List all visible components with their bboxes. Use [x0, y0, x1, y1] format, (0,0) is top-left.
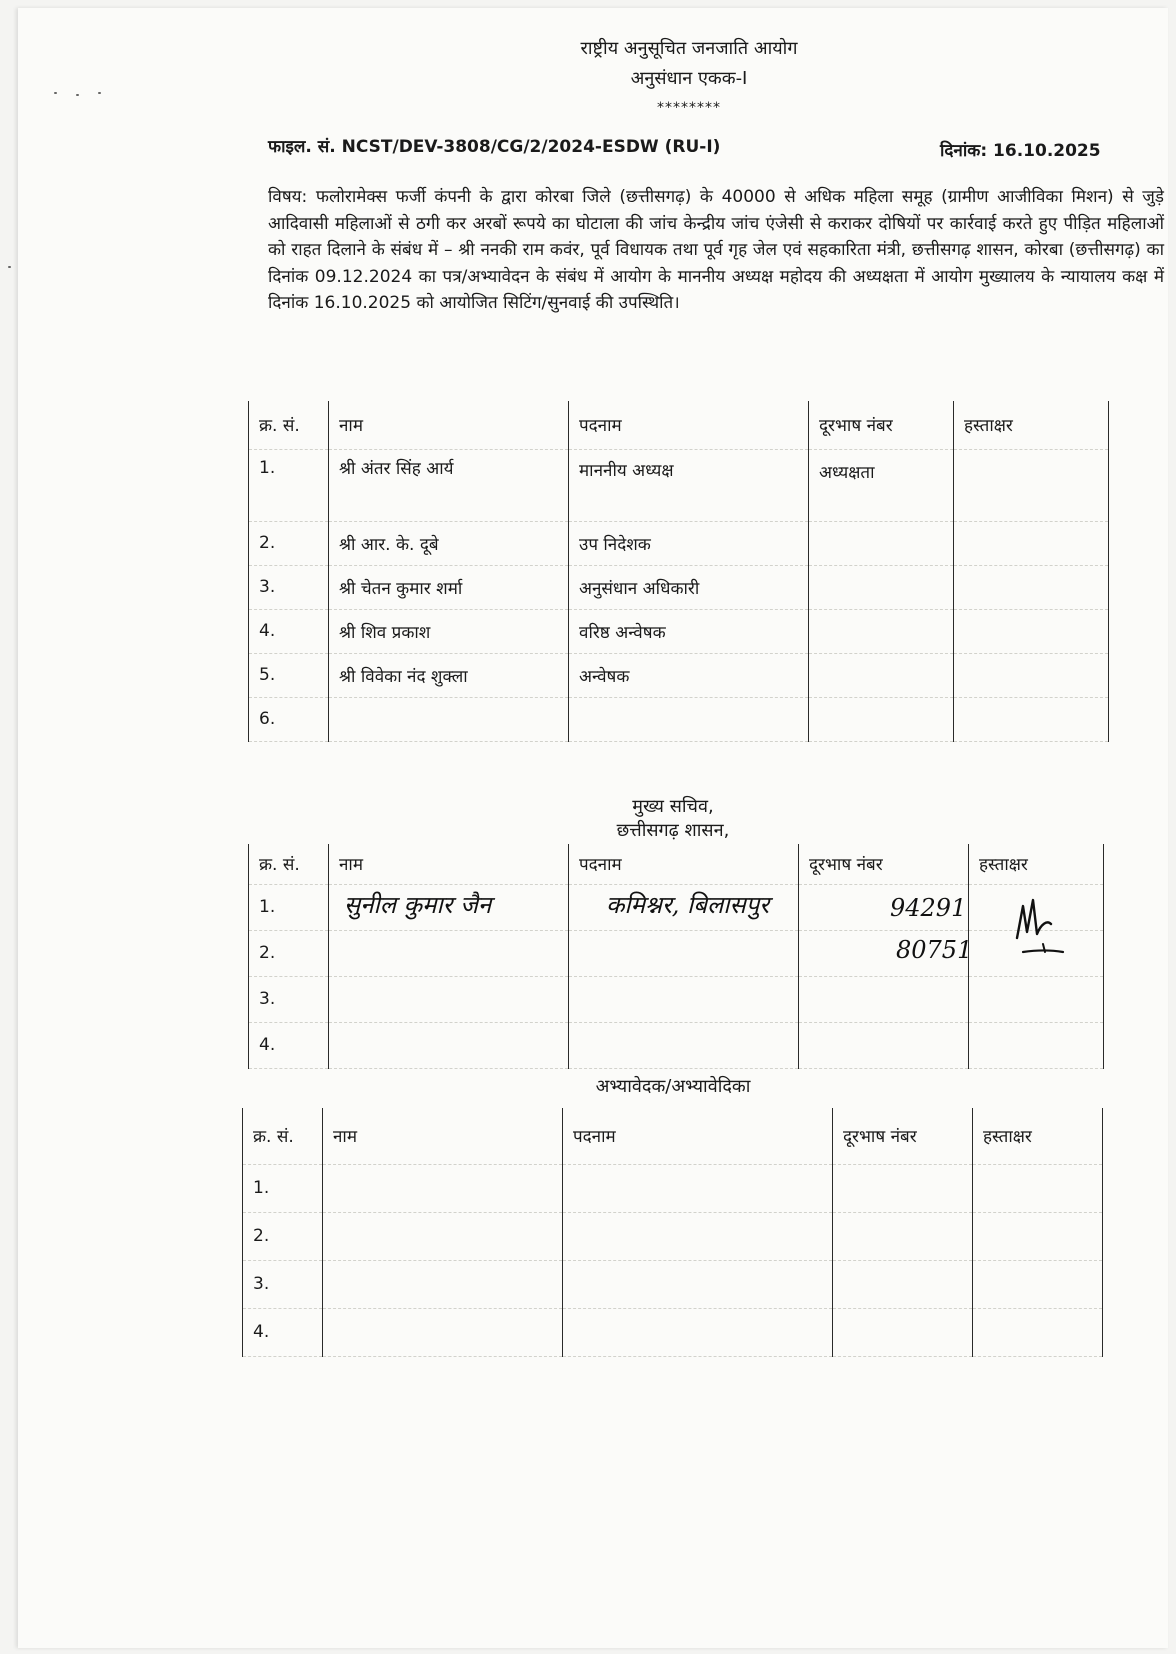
table-header-row [249, 844, 1104, 884]
org-name: राष्ट्रीय अनुसूचित जनजाति आयोग [580, 38, 798, 59]
row-signature [973, 1308, 1103, 1356]
row-name: श्री विवेका नंद शुक्ला [329, 653, 569, 697]
row-designation [569, 930, 799, 976]
handwritten-signature [1003, 880, 1073, 964]
table-row [249, 449, 1109, 521]
row-sno: 2. [249, 930, 329, 976]
col-sno: क्र. सं. [249, 401, 329, 449]
table-row [249, 565, 1109, 609]
row-signature [954, 565, 1109, 609]
section2-title-line1: मुख्य सचिव, [632, 796, 714, 817]
row-name [329, 930, 569, 976]
col-sno: क्र. सं. [249, 844, 329, 884]
table-header-row [243, 1108, 1103, 1164]
scan-speck [76, 94, 79, 96]
table-row [243, 1212, 1103, 1260]
row-phone [833, 1260, 973, 1308]
subject-paragraph: विषय: फलोरामेक्स फर्जी कंपनी के द्वारा कोरबा जिले (छत्तीसगढ़) के 40000 से अधिक महिला समूह (ग्रामीण आजीविका मिशन) से जुड़े आदिवासी महिलाओं से ठगी कर अरबों रूपये का घोटाला की जांच केन्द्रीय जांच एंजेसी से कराकर दोषियों पर कार्रवाई करते हुए पीड़ित महिलाओं को राहत दिलाने के संबंध में – श्री ननकी राम कवंर, पूर्व विधायक तथा पूर्व गृह जेल एवं सहकारिता मंत्री, छत्तीसगढ़ शासन, कोरबा (छत्तीसगढ़) का दिनांक 09.12.2024 का पत्र/अभ्यावेदन के संबंध में आयोग के माननीय अध्यक्ष महोदय की अध्यक्षता में आयोग मुख्यालय के न्यायालय कक्ष में दिनांक 16.10.2025 को आयोजित सिटिंग/सुनवाई की उपस्थिति। [268, 187, 1164, 313]
row-phone [809, 653, 954, 697]
document-date: दिनांक: 16.10.2025 [940, 141, 1101, 161]
col-signature: हस्ताक्षर [973, 1108, 1103, 1164]
col-designation: पदनाम [563, 1108, 833, 1164]
col-name: नाम [329, 844, 569, 884]
chief-secretary-table [248, 844, 1104, 1069]
row-name [323, 1212, 563, 1260]
row-phone: अध्यक्षता [809, 449, 954, 521]
row-name [329, 697, 569, 741]
col-phone: दूरभाष नंबर [809, 401, 954, 449]
row-signature [973, 1164, 1103, 1212]
row-sno: 5. [249, 653, 329, 697]
scan-speck [8, 266, 11, 268]
scan-speck [54, 92, 57, 94]
table-row [249, 930, 1104, 976]
row-sno: 6. [249, 697, 329, 741]
row-sno: 3. [243, 1260, 323, 1308]
handwritten-phone-line2: 80751 [896, 936, 973, 964]
col-signature: हस्ताक्षर [954, 401, 1109, 449]
row-designation: माननीय अध्यक्ष [569, 449, 809, 521]
col-designation: पदनाम [569, 844, 799, 884]
row-sno: 1. [249, 884, 329, 930]
table-row [249, 653, 1109, 697]
row-phone [809, 609, 954, 653]
table-row [249, 697, 1109, 741]
row-phone [833, 1308, 973, 1356]
row-signature [954, 697, 1109, 741]
row-sno: 4. [249, 609, 329, 653]
row-signature [954, 653, 1109, 697]
row-designation [563, 1308, 833, 1356]
row-name: श्री शिव प्रकाश [329, 609, 569, 653]
row-designation [569, 697, 809, 741]
row-signature [969, 976, 1104, 1022]
row-sno: 4. [243, 1308, 323, 1356]
row-phone [799, 1022, 969, 1068]
row-name [329, 1022, 569, 1068]
row-phone [809, 565, 954, 609]
row-designation [563, 1164, 833, 1212]
officials-table [248, 401, 1109, 742]
col-sno: क्र. सं. [243, 1108, 323, 1164]
row-phone [833, 1212, 973, 1260]
row-signature [973, 1260, 1103, 1308]
row-phone [833, 1164, 973, 1212]
row-sno: 4. [249, 1022, 329, 1068]
row-signature [954, 449, 1109, 521]
row-signature [973, 1212, 1103, 1260]
col-signature: हस्ताक्षर [969, 844, 1104, 884]
table-row [249, 976, 1104, 1022]
table-header-row [249, 401, 1109, 449]
row-sno: 3. [249, 976, 329, 1022]
table-row [243, 1164, 1103, 1212]
table-row [249, 521, 1109, 565]
row-designation: उप निदेशक [569, 521, 809, 565]
col-phone: दूरभाष नंबर [799, 844, 969, 884]
row-name [329, 976, 569, 1022]
row-signature [969, 1022, 1104, 1068]
row-phone [809, 521, 954, 565]
petitioner-table [242, 1108, 1103, 1357]
row-name: श्री आर. के. दूबे [329, 521, 569, 565]
table-row [249, 1022, 1104, 1068]
row-sno: 2. [243, 1212, 323, 1260]
col-phone: दूरभाष नंबर [833, 1108, 973, 1164]
row-name: श्री चेतन कुमार शर्मा [329, 565, 569, 609]
row-name [323, 1164, 563, 1212]
table-row [249, 609, 1109, 653]
table-row [243, 1260, 1103, 1308]
handwritten-name: सुनील कुमार जैन [344, 891, 492, 919]
section2-title-line2: छत्तीसगढ़ शासन, [616, 820, 730, 841]
document-page [18, 8, 1168, 1648]
row-signature [954, 609, 1109, 653]
row-name [323, 1308, 563, 1356]
row-phone [809, 697, 954, 741]
handwritten-phone-line1: 94291 [890, 894, 967, 922]
section3-title: अभ्यावेदक/अभ्यावेदिका [595, 1076, 751, 1097]
row-sno: 2. [249, 521, 329, 565]
col-designation: पदनाम [569, 401, 809, 449]
row-designation: वरिष्ठ अन्वेषक [569, 609, 809, 653]
row-phone [799, 976, 969, 1022]
row-designation [569, 1022, 799, 1068]
row-sno: 1. [249, 449, 329, 521]
col-name: नाम [323, 1108, 563, 1164]
row-designation: अन्वेषक [569, 653, 809, 697]
handwritten-designation: कमिश्नर, बिलासपुर [606, 891, 770, 919]
row-signature [954, 521, 1109, 565]
header-stars: ******** [657, 100, 721, 116]
unit-name: अनुसंधान एकक-I [630, 68, 748, 89]
row-sno: 3. [249, 565, 329, 609]
file-number: फाइल. सं. NCST/DEV-3808/CG/2/2024-ESDW (RU-I) [268, 137, 721, 157]
row-name [323, 1260, 563, 1308]
col-name: नाम [329, 401, 569, 449]
row-name: श्री अंतर सिंह आर्य [329, 449, 569, 521]
row-designation [569, 976, 799, 1022]
table-row [243, 1308, 1103, 1356]
scan-speck [98, 92, 101, 94]
row-sno: 1. [243, 1164, 323, 1212]
row-designation [563, 1260, 833, 1308]
row-designation: अनुसंधान अधिकारी [569, 565, 809, 609]
row-designation [563, 1212, 833, 1260]
